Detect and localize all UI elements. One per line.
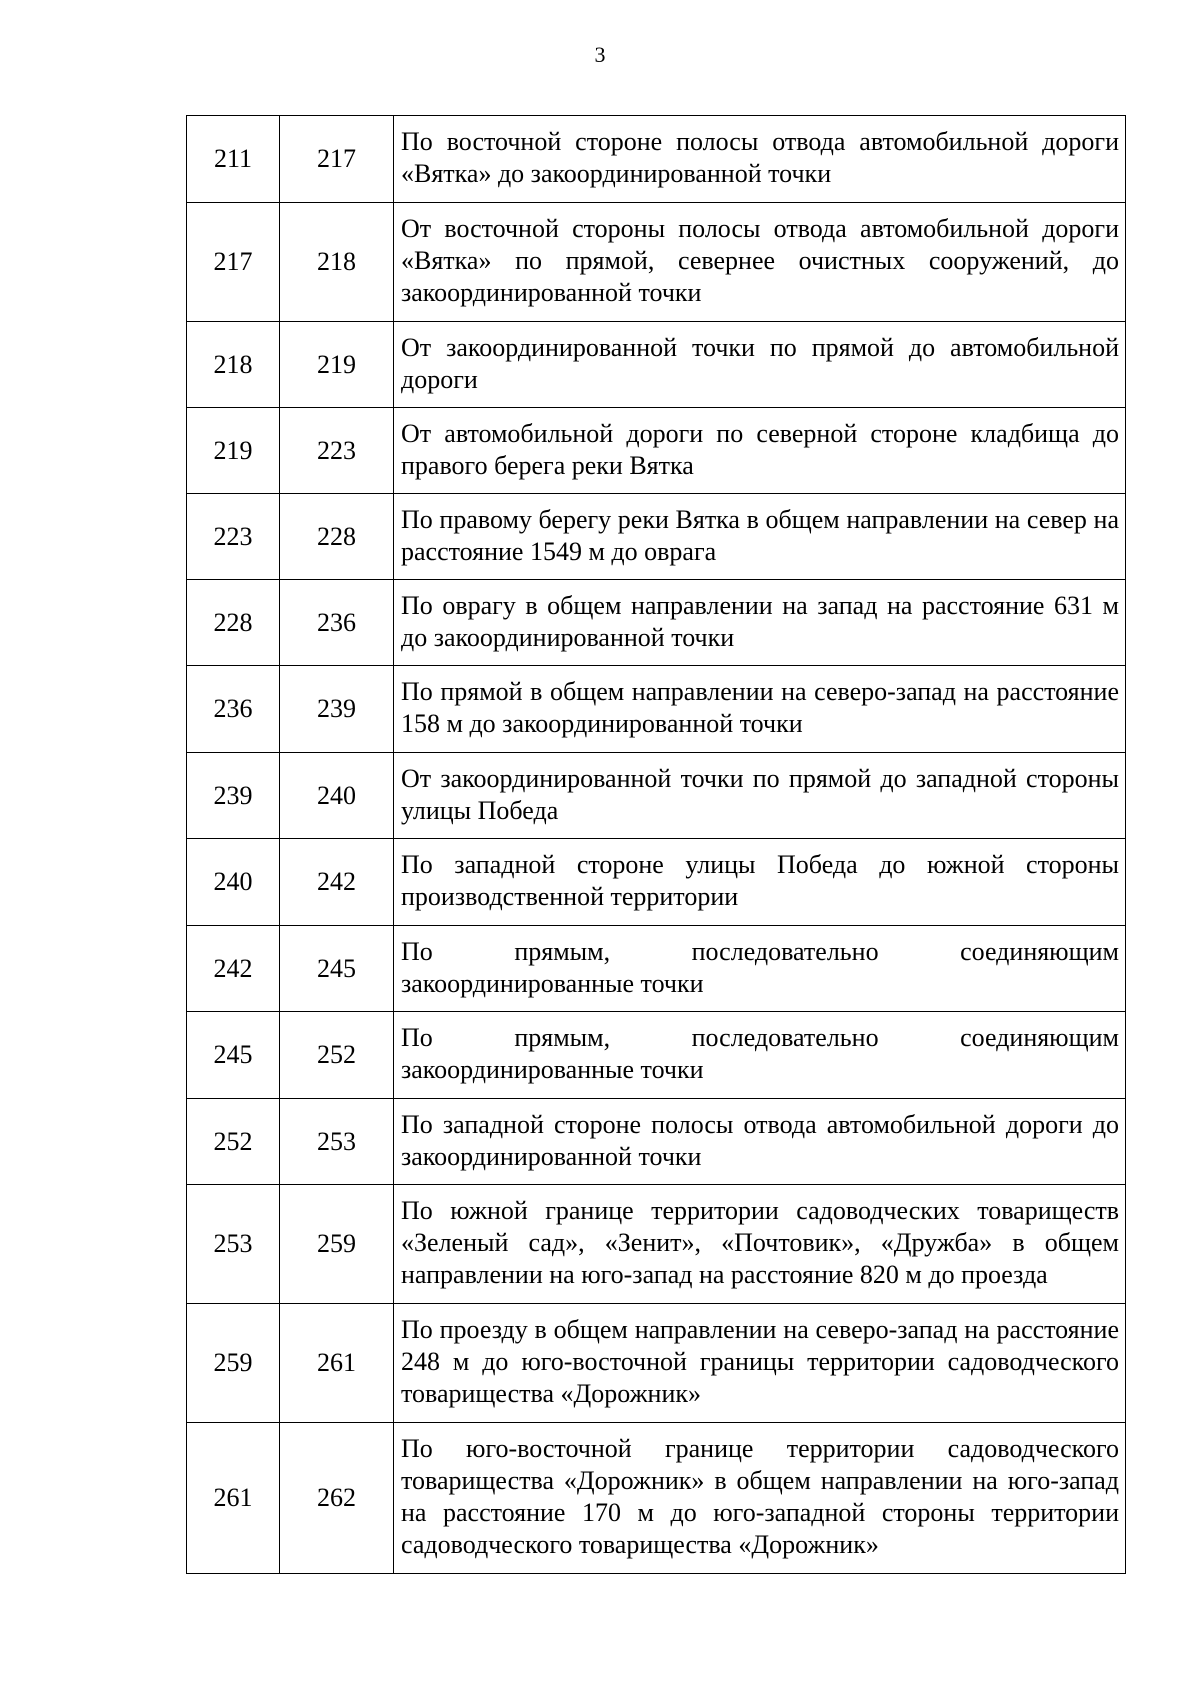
from-point: 223: [187, 494, 280, 580]
from-point: 253: [187, 1185, 280, 1304]
boundary-description: По западной стороне улицы Победа до южной стороны производственной территории: [394, 839, 1126, 926]
to-point: 217: [280, 116, 394, 203]
table-row: [187, 753, 1126, 839]
to-point: 262: [280, 1423, 394, 1574]
boundary-description: По восточной стороне полосы отвода автомобильной дороги «Вятка» до закоординированной точки: [394, 116, 1126, 203]
from-point: 217: [187, 203, 280, 322]
table-row: [187, 408, 1126, 494]
to-point: 218: [280, 203, 394, 322]
table-row: [187, 1304, 1126, 1423]
table-row: [187, 1012, 1126, 1099]
from-point: 228: [187, 580, 280, 666]
table-row: [187, 322, 1126, 408]
boundary-description: По южной границе территории садоводческих товариществ «Зеленый сад», «Зенит», «Почтовик», «Дружба» в общем направлении на юго-запад на расстояние 820 м до проезда: [394, 1185, 1126, 1304]
from-point: 218: [187, 322, 280, 408]
boundary-description: От автомобильной дороги по северной стороне кладбища до правого берега реки Вятка: [394, 408, 1126, 494]
from-point: 242: [187, 926, 280, 1012]
table-row: [187, 666, 1126, 753]
boundary-description: По прямой в общем направлении на северо-запад на расстояние 158 м до закоординированной точки: [394, 666, 1126, 753]
to-point: 228: [280, 494, 394, 580]
boundary-description: По западной стороне полосы отвода автомобильной дороги до закоординированной точки: [394, 1099, 1126, 1185]
to-point: 253: [280, 1099, 394, 1185]
from-point: 259: [187, 1304, 280, 1423]
table-row: [187, 494, 1126, 580]
from-point: 261: [187, 1423, 280, 1574]
boundary-description: От восточной стороны полосы отвода автомобильной дороги «Вятка» по прямой, севернее очистных сооружений, до закоординированной точки: [394, 203, 1126, 322]
boundary-description: По проезду в общем направлении на северо-запад на расстояние 248 м до юго-восточной границы территории садоводческого товарищества «Дорожник»: [394, 1304, 1126, 1423]
boundary-description: По правому берегу реки Вятка в общем направлении на север на расстояние 1549 м до оврага: [394, 494, 1126, 580]
to-point: 223: [280, 408, 394, 494]
boundary-table: [186, 115, 1126, 1574]
page-number: 3: [594, 42, 606, 67]
table-row: [187, 1185, 1126, 1304]
boundary-description: По прямым, последовательно соединяющим закоординированные точки: [394, 926, 1126, 1012]
table-row: [187, 580, 1126, 666]
table-row: [187, 203, 1126, 322]
table-row: [187, 1099, 1126, 1185]
from-point: 239: [187, 753, 280, 839]
from-point: 211: [187, 116, 280, 203]
from-point: 236: [187, 666, 280, 753]
to-point: 240: [280, 753, 394, 839]
table-row: [187, 1423, 1126, 1574]
boundary-description: По оврагу в общем направлении на запад на расстояние 631 м до закоординированной точки: [394, 580, 1126, 666]
boundary-description: По юго-восточной границе территории садоводческого товарищества «Дорожник» в общем направлении на юго-запад на расстояние 170 м до юго-западной стороны территории садоводческого товарищества «Дорожник»: [394, 1423, 1126, 1574]
to-point: 261: [280, 1304, 394, 1423]
from-point: 252: [187, 1099, 280, 1185]
to-point: 239: [280, 666, 394, 753]
boundary-description: По прямым, последовательно соединяющим закоординированные точки: [394, 1012, 1126, 1099]
from-point: 240: [187, 839, 280, 926]
from-point: 219: [187, 408, 280, 494]
to-point: 219: [280, 322, 394, 408]
table-row: [187, 116, 1126, 203]
boundary-description: От закоординированной точки по прямой до западной стороны улицы Победа: [394, 753, 1126, 839]
to-point: 259: [280, 1185, 394, 1304]
boundary-description: От закоординированной точки по прямой до автомобильной дороги: [394, 322, 1126, 408]
to-point: 252: [280, 1012, 394, 1099]
table-row: [187, 839, 1126, 926]
from-point: 245: [187, 1012, 280, 1099]
to-point: 242: [280, 839, 394, 926]
table-row: [187, 926, 1126, 1012]
to-point: 245: [280, 926, 394, 1012]
to-point: 236: [280, 580, 394, 666]
